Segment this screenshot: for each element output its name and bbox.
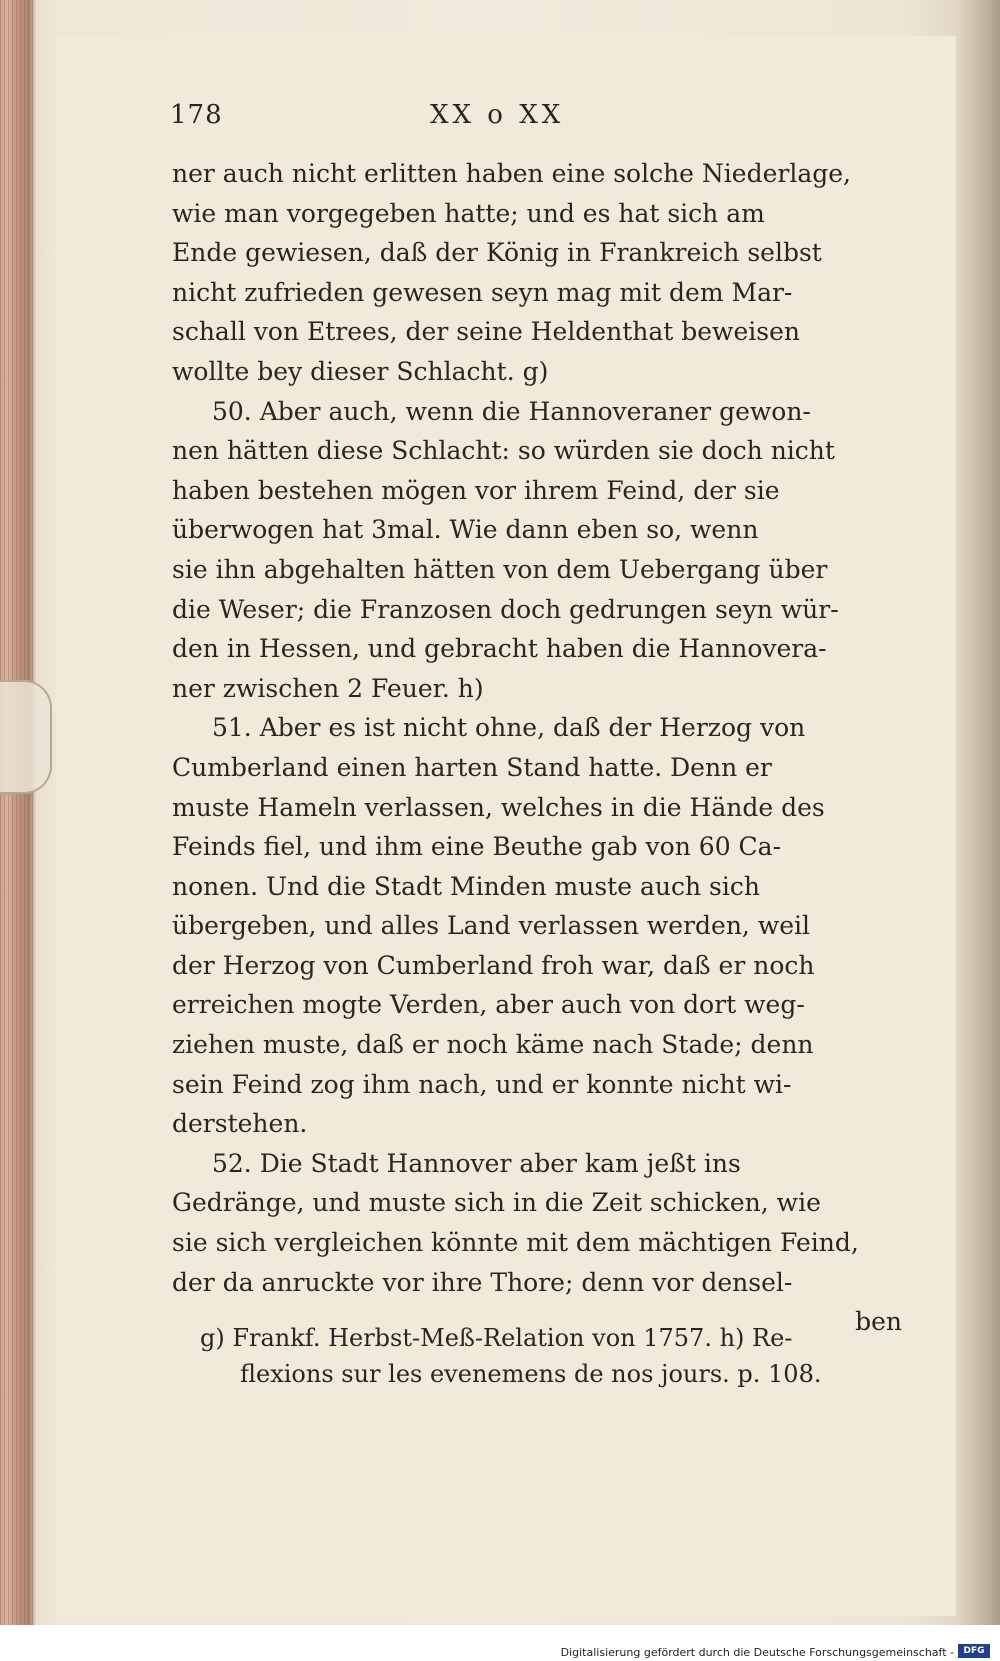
text-line: Cumberland einen harten Stand hatte. Denn er xyxy=(172,752,772,782)
catchword: ben xyxy=(855,1307,902,1337)
text-line: den in Hessen, und gebracht haben die Hannovera- xyxy=(172,634,827,664)
paragraph-start: 52. Die Stadt Hannover aber kam jeßt ins xyxy=(212,1148,741,1178)
text-line: erreichen mogte Verden, aber auch von dort weg- xyxy=(172,990,805,1020)
text-line: sein Feind zog ihm nach, und er konnte nicht wi- xyxy=(172,1069,792,1099)
text-line: überwogen hat 3mal. Wie dann eben so, wenn xyxy=(172,515,759,545)
page-header xyxy=(170,100,930,140)
header-ornament: XX o XX xyxy=(430,100,565,130)
body-text xyxy=(172,154,932,1342)
text-line: ziehen muste, daß er noch käme nach Stade; denn xyxy=(172,1030,814,1060)
text-line: der Herzog von Cumberland froh war, daß er noch xyxy=(172,950,815,980)
page-clip-mark xyxy=(0,680,52,794)
text-line: nonen. Und die Stadt Minden muste auch sich xyxy=(172,871,760,901)
text-line: ner zwischen 2 Feuer. h) xyxy=(172,673,484,703)
text-line: sie ihn abgehalten hätten von dem Uebergang über xyxy=(172,554,828,584)
footnote-line: g) Frankf. Herbst-Meß-Relation von 1757. h) Re- xyxy=(200,1324,793,1352)
text-line: derstehen. xyxy=(172,1109,308,1139)
paragraph-start: 51. Aber es ist nicht ohne, daß der Herzog von xyxy=(212,713,806,743)
footnotes xyxy=(200,1320,940,1392)
text-line: übergeben, und alles Land verlassen werden, weil xyxy=(172,911,811,941)
text-line: sie sich vergleichen könnte mit dem mächtigen Feind, xyxy=(172,1228,859,1258)
text-line: Ende gewiesen, daß der König in Frankreich selbst xyxy=(172,238,822,268)
text-line: Gedränge, und muste sich in die Zeit schicken, wie xyxy=(172,1188,821,1218)
paragraph-start: 50. Aber auch, wenn die Hannoveraner gewon- xyxy=(212,396,811,426)
text-line: haben bestehen mögen vor ihrem Feind, der sie xyxy=(172,475,780,505)
text-line: wie man vorgegeben hatte; und es hat sich am xyxy=(172,198,765,228)
text-line: ner auch nicht erlitten haben eine solche Niederlage, xyxy=(172,159,851,188)
text-line: die Weser; die Franzosen doch gedrungen seyn wür- xyxy=(172,594,839,624)
footnote-line: flexions sur les evenemens de nos jours. p. 108. xyxy=(240,1360,822,1388)
text-line: nicht zufrieden gewesen seyn mag mit dem Mar- xyxy=(172,277,793,307)
text-line: der da anruckte vor ihre Thore; denn vor densel- xyxy=(172,1267,793,1297)
text-line: Feinds fiel, und ihm eine Beuthe gab von 60 Ca- xyxy=(172,832,782,862)
text-line: muste Hameln verlassen, welches in die Hände des xyxy=(172,792,825,822)
text-line: wollte bey dieser Schlacht. g) xyxy=(172,356,549,386)
text-line: nen hätten diese Schlacht: so würden sie doch nicht xyxy=(172,436,835,466)
text-line: schall von Etrees, der seine Heldenthat beweisen xyxy=(172,317,800,347)
page-edges xyxy=(0,0,34,1625)
page-number: 178 xyxy=(170,100,223,130)
dfg-logo-icon: DFG xyxy=(958,1644,990,1658)
funding-credit: Digitalisierung gefördert durch die Deutsche Forschungsgemeinschaft - xyxy=(560,1646,954,1659)
